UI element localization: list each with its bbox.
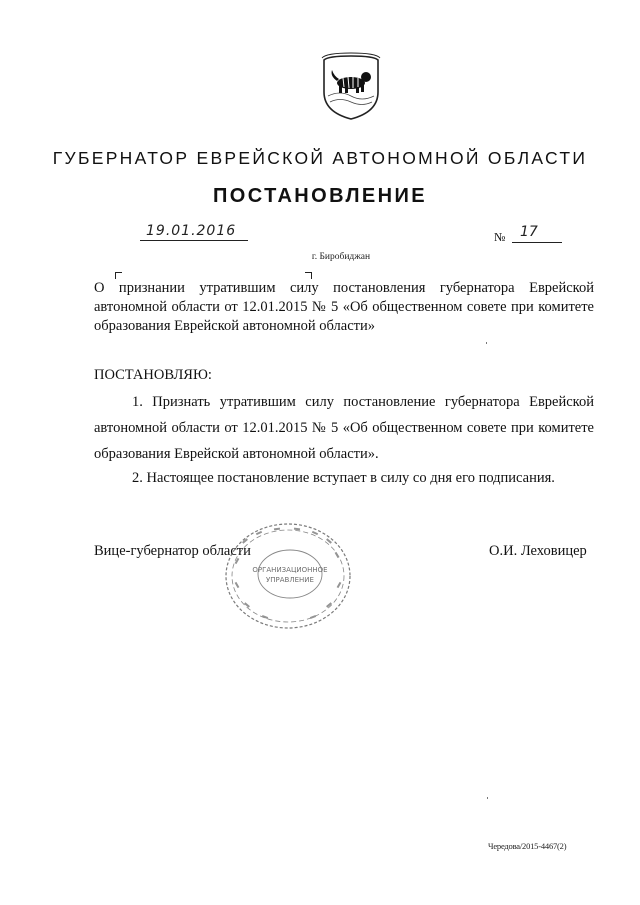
document-date: 19.01.2016	[146, 223, 237, 239]
stamp-line-1: ОРГАНИЗАЦИОННОЕ	[252, 566, 328, 574]
executor-code: Чередова/2015-4467(2)	[488, 841, 567, 851]
number-label: №	[494, 230, 506, 244]
paragraph-1: 1. Признать утратившим силу постановление губернатора Еврейской автономной области от 12.01.2015 № 5 «Об общественном совете при комитете образования Еврейской автономной области».	[94, 394, 594, 462]
official-stamp	[222, 520, 354, 632]
subject-bracket-left	[115, 272, 122, 279]
coat-of-arms-icon	[318, 52, 384, 122]
decree-word: ПОСТАНОВЛЯЮ:	[94, 367, 212, 383]
subject-bracket-right	[305, 272, 312, 279]
document-number: 17	[520, 224, 538, 240]
paragraph-2: 2. Настоящее постановление вступает в силу со дня его подписания.	[132, 470, 555, 486]
scan-speck	[487, 797, 488, 799]
number-underline	[512, 242, 562, 243]
signer-title: Вице-губернатор области	[94, 543, 251, 559]
document-type-title: ПОСТАНОВЛЕНИЕ	[213, 185, 427, 207]
signer-name: О.И. Леховицер	[489, 543, 587, 559]
document-subject: О признании утратившим силу постановления губернатора Еврейской автономной области от 12.01.2015 № 5 «Об общественном совете при комитете образования Еврейской автономной области»	[94, 280, 594, 334]
issuing-authority: ГУБЕРНАТОР ЕВРЕЙСКОЙ АВТОНОМНОЙ ОБЛАСТИ	[52, 148, 588, 168]
scan-speck	[486, 342, 487, 344]
date-underline	[140, 240, 248, 241]
stamp-line-2: УПРАВЛЕНИЕ	[266, 576, 314, 584]
place-of-issue: г. Биробиджан	[311, 252, 371, 262]
